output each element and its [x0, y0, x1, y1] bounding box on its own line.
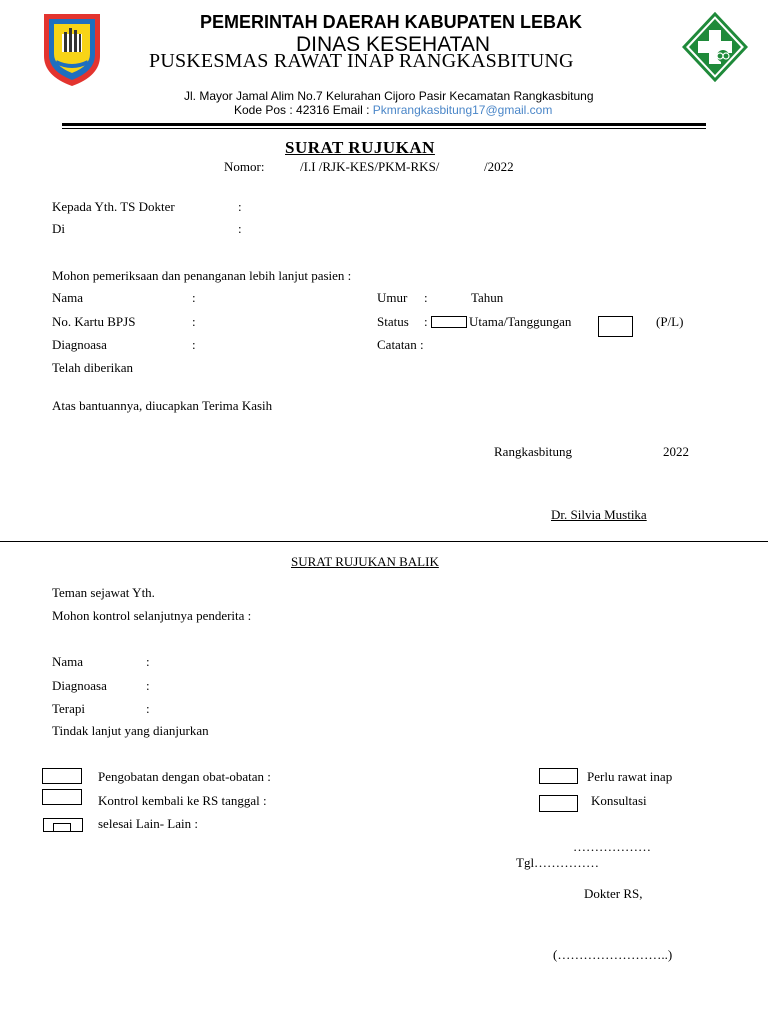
lebak-regency-emblem-icon	[40, 10, 104, 88]
puskesmas-logo-icon	[682, 12, 748, 82]
reply-greeting: Teman sejawat Yth.	[52, 585, 155, 600]
letter-number-label: Nomor:	[224, 159, 265, 174]
patient-status-colon: :	[424, 314, 428, 329]
medication-option-label: Pengobatan dengan obat-obatan :	[98, 769, 271, 784]
recipient-location-label: Di	[52, 221, 65, 236]
header-contact	[234, 103, 552, 117]
consultation-checkbox[interactable]	[539, 795, 578, 812]
reply-therapy-label: Terapi	[52, 701, 86, 716]
header-divider-thin	[62, 128, 706, 129]
control-visit-option-label: Kontrol kembali ke RS tanggal :	[98, 793, 267, 808]
patient-name-label: Nama	[52, 290, 84, 305]
reply-title: SURAT RUJUKAN BALIK	[291, 554, 439, 569]
signature-year: 2022	[663, 444, 689, 459]
notes-label: Catatan :	[377, 337, 424, 352]
reply-name-label: Nama	[52, 654, 84, 669]
hospital-doctor-signature: (……………………..)	[553, 947, 673, 962]
reply-name-colon: :	[146, 654, 150, 669]
header-email-link[interactable]: Pkmrangkasbitung17@gmail.com	[372, 103, 553, 117]
inpatient-option-label: Perlu rawat inap	[587, 769, 673, 784]
patient-age-label: Umur	[377, 290, 408, 305]
letter-title: SURAT RUJUKAN	[285, 138, 435, 157]
finished-checkbox-inner-mark	[53, 823, 71, 832]
letter-number-value: /I.I /RJK-KES/PKM-RKS/	[300, 159, 440, 174]
reply-diagnosis-label: Diagnoasa	[52, 678, 107, 693]
header-government-title: PEMERINTAH DAERAH KABUPATEN LEBAK	[200, 12, 582, 32]
header-department-title: DINAS KESEHATAN	[296, 33, 491, 56]
finished-option-label: selesai Lain- Lain :	[98, 816, 198, 831]
recipient-doctor-label: Kepada Yth. TS Dokter	[52, 199, 175, 214]
date-dots: ………………	[573, 839, 651, 854]
header-puskesmas-title: PUSKESMAS RAWAT INAP RANGKASBITUNG	[149, 50, 574, 72]
patient-diagnosis-label: Diagnoasa	[52, 337, 107, 352]
letter-number-year: /2022	[484, 159, 514, 174]
gender-label: (P/L)	[656, 314, 684, 329]
medication-checkbox[interactable]	[42, 768, 82, 784]
hospital-doctor-label: Dokter RS,	[584, 886, 643, 901]
given-treatment-label: Telah diberikan	[52, 360, 134, 375]
reply-control-text: Mohon kontrol selanjutnya penderita :	[52, 608, 252, 623]
header-divider-thick	[62, 123, 706, 126]
reply-diagnosis-colon: :	[146, 678, 150, 693]
consultation-option-label: Konsultasi	[591, 793, 647, 808]
finished-checkbox[interactable]	[43, 818, 83, 832]
status-option-label: Utama/Tanggungan	[469, 314, 572, 329]
patient-bpjs-label: No. Kartu BPJS	[52, 314, 136, 329]
section-separator	[0, 541, 768, 542]
patient-age-colon: :	[424, 290, 428, 305]
header-address: Jl. Mayor Jamal Alim No.7 Kelurahan Cijoro Pasir Kecamatan Rangkasbitung	[184, 89, 594, 103]
header-postal-code: Kode Pos : 42316 Email :	[234, 103, 373, 117]
signature-place: Rangkasbitung	[494, 444, 572, 459]
reply-therapy-colon: :	[146, 701, 150, 716]
recipient-location-colon: :	[238, 221, 242, 236]
thanks-text: Atas bantuannya, diucapkan Terima Kasih	[52, 398, 273, 413]
patient-bpjs-colon: :	[192, 314, 196, 329]
patient-status-label: Status	[377, 314, 409, 329]
inpatient-checkbox[interactable]	[539, 768, 578, 784]
date-field-label: Tgl……………	[516, 855, 600, 870]
request-text: Mohon pemeriksaan dan penanganan lebih lanjut pasien :	[52, 268, 352, 283]
patient-age-unit: Tahun	[471, 290, 504, 305]
follow-up-label: Tindak lanjut yang dianjurkan	[52, 723, 209, 738]
recipient-doctor-colon: :	[238, 199, 242, 214]
status-checkbox[interactable]	[431, 316, 467, 328]
control-visit-checkbox[interactable]	[42, 789, 82, 805]
gender-checkbox[interactable]	[598, 316, 633, 337]
patient-name-colon: :	[192, 290, 196, 305]
patient-diagnosis-colon: :	[192, 337, 196, 352]
referring-doctor-name: Dr. Silvia Mustika	[551, 507, 647, 522]
